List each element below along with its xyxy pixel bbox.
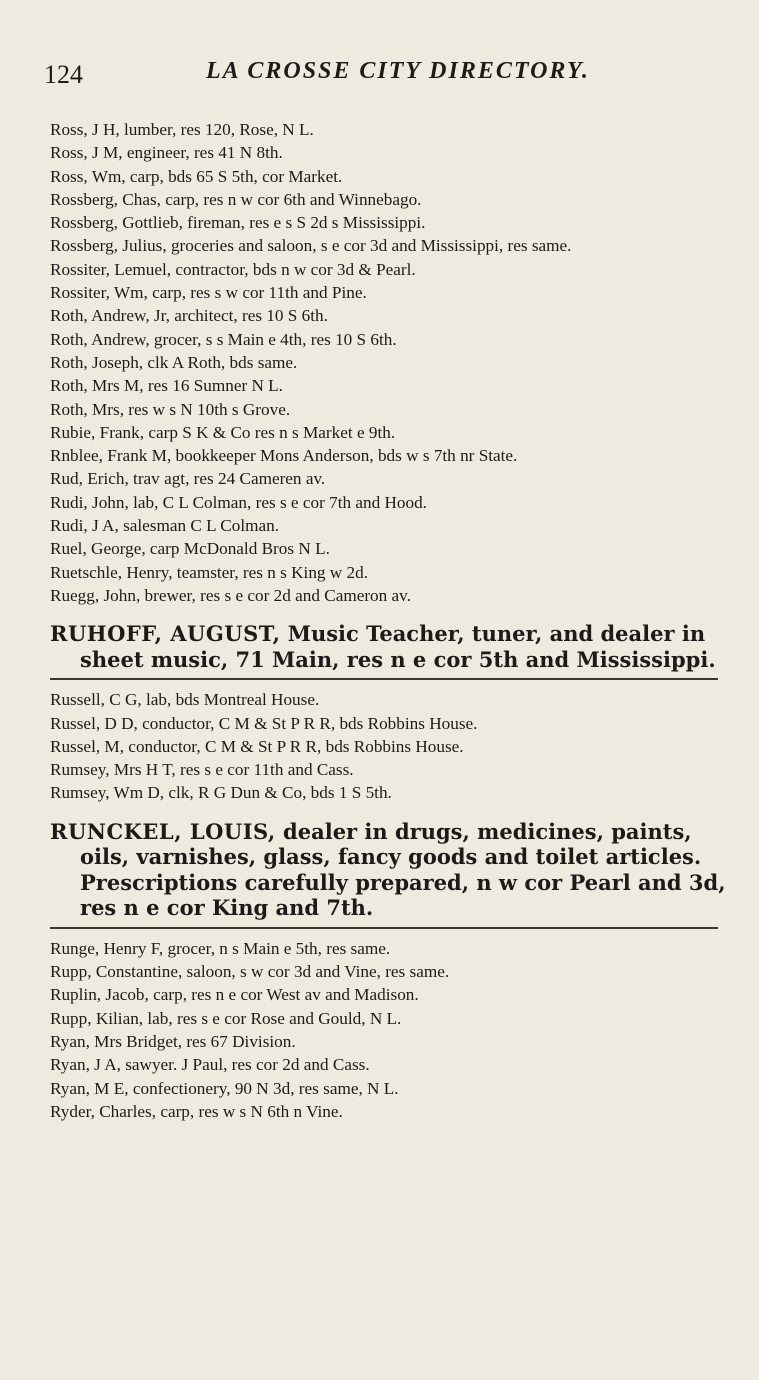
directory-entry: Russel, D D, conductor, C M & St P R R, bds Robbins House. bbox=[50, 713, 478, 733]
directory-entry: Ryan, Mrs Bridget, res 67 Division. bbox=[50, 1031, 296, 1051]
directory-entry: Rudi, John, lab, C L Colman, res s e cor 7th and Hood. bbox=[50, 492, 427, 512]
directory-listing bbox=[50, 118, 735, 1123]
directory-entry: Rud, Erich, trav agt, res 24 Cameren av. bbox=[50, 469, 326, 489]
directory-entry: Roth, Andrew, grocer, s s Main e 4th, res 10 S 6th. bbox=[50, 329, 397, 349]
directory-entry: Rossberg, Julius, groceries and saloon, s e cor 3d and Mississippi, res same. bbox=[50, 236, 572, 256]
directory-entry: Rossiter, Wm, carp, res s w cor 11th and Pine. bbox=[50, 283, 367, 303]
ad-name: RUNCKEL, LOUIS, bbox=[50, 818, 276, 844]
advertisement-runckel bbox=[50, 819, 735, 921]
page-number: 124 bbox=[44, 60, 83, 89]
entry-list-b bbox=[50, 688, 735, 804]
directory-entry: Rnblee, Frank M, bookkeeper Mons Anderson, bds w s 7th nr State. bbox=[50, 446, 518, 466]
directory-entry: Rumsey, Mrs H T, res s e cor 11th and Cass. bbox=[50, 760, 354, 780]
directory-entry: Rubie, Frank, carp S K & Co res n s Market e 9th. bbox=[50, 422, 396, 442]
directory-entry: Roth, Mrs M, res 16 Sumner N L. bbox=[50, 376, 283, 396]
directory-entry: Rossberg, Gottlieb, fireman, res e s S 2d s Mississippi. bbox=[50, 213, 426, 233]
divider-rule bbox=[50, 927, 718, 929]
directory-entry: Rupp, Constantine, saloon, s w cor 3d and Vine, res same. bbox=[50, 962, 450, 982]
directory-entry: Ruplin, Jacob, carp, res n e cor West av and Madison. bbox=[50, 985, 419, 1005]
ad-text: dealer in drugs, medicines, paints, oils, varnishes, glass, fancy goods and toilet articles. Prescriptions carefully prepared, n w cor Pearl and 3d, res n e cor King and 7th. bbox=[80, 818, 726, 921]
directory-entry: Roth, Andrew, Jr, architect, res 10 S 6th. bbox=[50, 306, 328, 326]
directory-entry: Ruel, George, carp McDonald Bros N L. bbox=[50, 539, 330, 559]
directory-entry: Rupp, Kilian, lab, res s e cor Rose and Gould, N L. bbox=[50, 1008, 402, 1028]
directory-entry: Ryder, Charles, carp, res w s N 6th n Vine. bbox=[50, 1101, 343, 1121]
directory-entry: Rudi, J A, salesman C L Colman. bbox=[50, 516, 280, 536]
directory-entry: Russell, C G, lab, bds Montreal House. bbox=[50, 690, 320, 710]
directory-entry: Ross, J H, lumber, res 120, Rose, N L. bbox=[50, 120, 314, 139]
directory-entry: Ross, J M, engineer, res 41 N 8th. bbox=[50, 143, 283, 163]
entry-list-c bbox=[50, 937, 735, 1123]
ad-name: RUHOFF, AUGUST, bbox=[50, 621, 281, 647]
directory-entry: Roth, Mrs, res w s N 10th s Grove. bbox=[50, 399, 291, 419]
advertisement-ruhoff bbox=[50, 621, 735, 672]
directory-entry: Ruetschle, Henry, teamster, res n s King w 2d. bbox=[50, 562, 369, 582]
directory-entry: Russel, M, conductor, C M & St P R R, bds Robbins House. bbox=[50, 736, 464, 756]
divider-rule bbox=[50, 678, 718, 680]
directory-entry: Ruegg, John, brewer, res s e cor 2d and Cameron av. bbox=[50, 585, 411, 605]
directory-entry: Rossiter, Lemuel, contractor, bds n w cor 3d & Pearl. bbox=[50, 259, 416, 279]
directory-entry: Rossberg, Chas, carp, res n w cor 6th and Winnebago. bbox=[50, 189, 422, 209]
directory-entry: Ryan, M E, confectionery, 90 N 3d, res same, N L. bbox=[50, 1078, 399, 1098]
running-title: LA CROSSE CITY DIRECTORY. bbox=[206, 58, 590, 84]
directory-entry: Roth, Joseph, clk A Roth, bds same. bbox=[50, 352, 298, 372]
directory-entry: Runge, Henry F, grocer, n s Main e 5th, res same. bbox=[50, 938, 391, 958]
directory-entry: Rumsey, Wm D, clk, R G Dun & Co, bds 1 S 5th. bbox=[50, 783, 392, 803]
ad-text: Music Teacher, tuner, and dealer in sheet music, 71 Main, res n e cor 5th and Mississippi. bbox=[80, 621, 716, 672]
entry-list-a bbox=[50, 118, 735, 607]
directory-entry: Ross, Wm, carp, bds 65 S 5th, cor Market. bbox=[50, 166, 343, 186]
page-header bbox=[44, 58, 724, 92]
directory-entry: Ryan, J A, sawyer. J Paul, res cor 2d and Cass. bbox=[50, 1055, 370, 1075]
